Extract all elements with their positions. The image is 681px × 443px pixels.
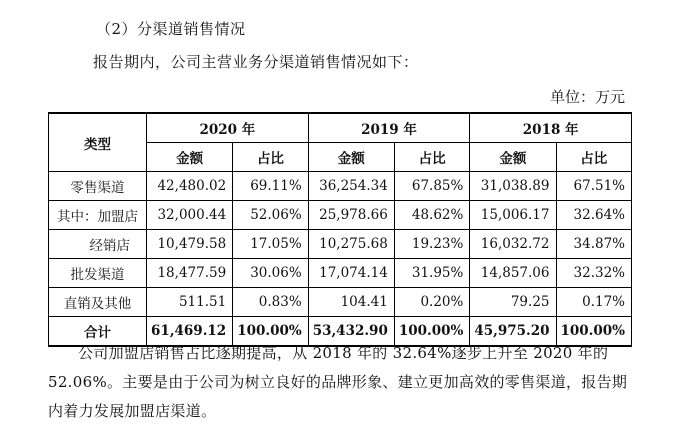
table-cell: 30.06% bbox=[233, 259, 309, 288]
table-row bbox=[49, 259, 632, 288]
row-label: 其中：加盟店 bbox=[49, 201, 147, 230]
table-cell: 31,038.89 bbox=[470, 172, 556, 201]
table-row bbox=[49, 201, 632, 230]
table-cell: 16,032.72 bbox=[470, 230, 556, 259]
table-cell: 67.85% bbox=[394, 172, 470, 201]
table-cell: 19.23% bbox=[394, 230, 470, 259]
table-cell: 31.95% bbox=[394, 259, 470, 288]
analysis-paragraph bbox=[48, 339, 638, 426]
unit-label: 单位：万元 bbox=[549, 88, 625, 106]
ratio-header: 占比 bbox=[556, 143, 632, 172]
table-cell: 104.41 bbox=[308, 288, 394, 317]
table-cell: 32,000.44 bbox=[147, 201, 233, 230]
year-header-2019: 2019 年 bbox=[308, 113, 470, 143]
table-cell: 511.51 bbox=[147, 288, 233, 317]
table-cell: 25,978.66 bbox=[308, 201, 394, 230]
table-cell: 17.05% bbox=[233, 230, 309, 259]
row-label: 直销及其他 bbox=[49, 288, 147, 317]
amount-header: 金额 bbox=[308, 143, 394, 172]
table-cell: 32.32% bbox=[556, 259, 632, 288]
row-label: 批发渠道 bbox=[49, 259, 147, 288]
channel-sales-table bbox=[48, 112, 632, 347]
table-cell: 10,479.58 bbox=[147, 230, 233, 259]
table-cell: 14,857.06 bbox=[470, 259, 556, 288]
table-cell: 32.64% bbox=[556, 201, 632, 230]
table-cell: 100.00% bbox=[394, 317, 470, 347]
table-row bbox=[49, 288, 632, 317]
amount-header: 金额 bbox=[470, 143, 556, 172]
table-cell: 100.00% bbox=[556, 317, 632, 347]
table-cell: 48.62% bbox=[394, 201, 470, 230]
table-cell: 100.00% bbox=[233, 317, 309, 347]
amount-header: 金额 bbox=[147, 143, 233, 172]
ratio-header: 占比 bbox=[233, 143, 309, 172]
table-cell: 0.83% bbox=[233, 288, 309, 317]
table-cell: 53,432.90 bbox=[308, 317, 394, 347]
table-cell: 52.06% bbox=[233, 201, 309, 230]
type-header: 类型 bbox=[49, 113, 147, 172]
table-cell: 45,975.20 bbox=[470, 317, 556, 347]
table-cell: 10,275.68 bbox=[308, 230, 394, 259]
table-row bbox=[49, 172, 632, 201]
table-cell: 79.25 bbox=[470, 288, 556, 317]
table-cell: 34.87% bbox=[556, 230, 632, 259]
table-cell: 18,477.59 bbox=[147, 259, 233, 288]
table-cell: 0.20% bbox=[394, 288, 470, 317]
ratio-header: 占比 bbox=[394, 143, 470, 172]
table-row bbox=[49, 230, 632, 259]
table-cell: 61,469.12 bbox=[147, 317, 233, 347]
year-header-2018: 2018 年 bbox=[470, 113, 632, 143]
table-cell: 15,006.17 bbox=[470, 201, 556, 230]
total-label: 合计 bbox=[49, 317, 147, 347]
year-header-2020: 2020 年 bbox=[147, 113, 309, 143]
row-label: 经销店 bbox=[49, 230, 147, 259]
table-cell: 69.11% bbox=[233, 172, 309, 201]
table-cell: 0.17% bbox=[556, 288, 632, 317]
row-label: 零售渠道 bbox=[49, 172, 147, 201]
paragraph-text: 公司加盟店销售占比逐期提高，从 2018 年的 32.64%逐步上升至 2020 年的 52.06%。主要是由于公司为树立良好的品牌形象、建立更加高效的零售渠道，报告期内着力发展加盟店渠道。 bbox=[48, 344, 628, 420]
table-cell: 67.51% bbox=[556, 172, 632, 201]
table-cell: 36,254.34 bbox=[308, 172, 394, 201]
intro-text: 报告期内，公司主营业务分渠道销售情况如下： bbox=[93, 53, 419, 71]
table-cell: 42,480.02 bbox=[147, 172, 233, 201]
table-cell: 17,074.14 bbox=[308, 259, 394, 288]
section-heading: （2）分渠道销售情况 bbox=[96, 20, 246, 38]
